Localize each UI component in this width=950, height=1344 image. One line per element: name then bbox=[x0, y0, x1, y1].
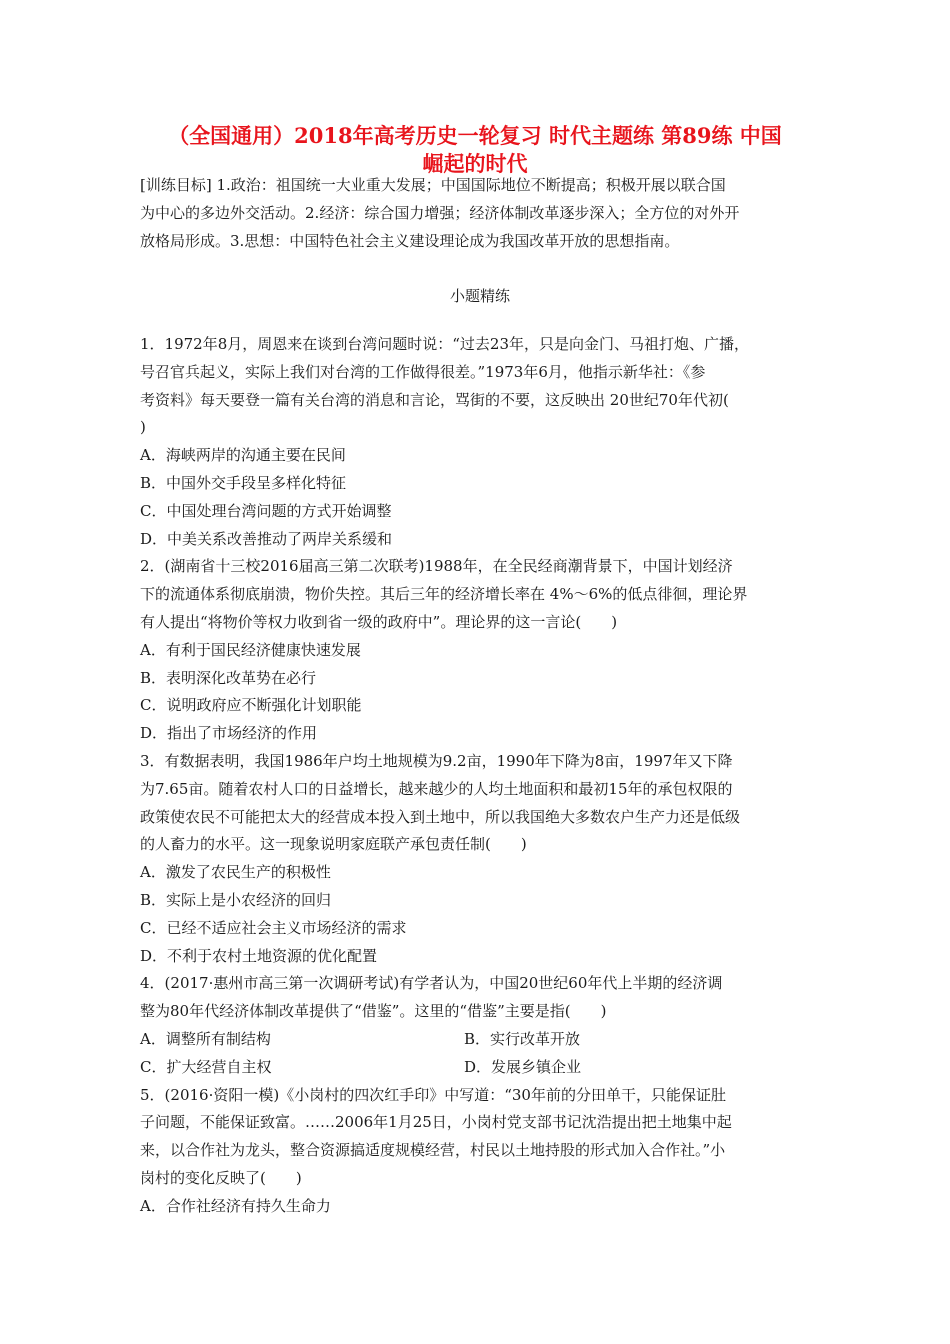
question-stem-line: 来，以合作社为龙头，整合资源搞适度规模经营，村民以土地持股的形式加入合作社。”小 bbox=[140, 1141, 726, 1160]
option-c: C．说明政府应不断强化计划职能 bbox=[140, 696, 362, 715]
option-c: C．扩大经营自主权 bbox=[140, 1057, 272, 1076]
option-d: D．发展乡镇企业 bbox=[464, 1057, 582, 1076]
question-stem-line: 的人畜力的水平。这一现象说明家庭联产承包责任制( ) bbox=[140, 835, 527, 854]
option-a: A．有利于国民经济健康快速发展 bbox=[140, 640, 361, 659]
option-b: B．表明深化改革势在必行 bbox=[140, 668, 317, 687]
option-b: B．中国外交手段呈多样化特征 bbox=[140, 473, 347, 492]
option-row bbox=[140, 1054, 820, 1082]
question-stem-line: 考资料》每天要登一篇有关台湾的消息和言论，骂街的不要，这反映出 20世纪70年代初( bbox=[140, 390, 729, 409]
question-stem-line: 5．(2016·资阳一模)《小岗村的四次红手印》中写道：“30年前的分田单干，只能保证肚 bbox=[140, 1085, 726, 1104]
option-b: B．实行改革开放 bbox=[464, 1029, 581, 1048]
option-a: A．海峡两岸的沟通主要在民间 bbox=[140, 446, 346, 465]
title-line-1: （全国通用）2018年高考历史一轮复习 时代主题练 第89练 中国 bbox=[168, 123, 782, 148]
option-a: A．合作社经济有持久生命力 bbox=[140, 1196, 331, 1215]
goal-line: 为中心的多边外交活动。2.经济：综合国力增强；经济体制改革逐步深入；全方位的对外开 bbox=[140, 203, 740, 222]
question-stem-line: 2．(湖南省十三校2016届高三第二次联考)1988年，在全民经商潮背景下，中国计划经济 bbox=[140, 557, 733, 576]
document-title bbox=[100, 122, 850, 178]
question-list bbox=[140, 331, 820, 1221]
option-b: B．实际上是小农经济的回归 bbox=[140, 890, 332, 909]
question-stem-line: 1．1972年8月，周恩来在谈到台湾问题时说：“过去23年，只是向金门、马祖打炮、广播， bbox=[140, 335, 750, 353]
question-stem-line: 4．(2017·惠州市高三第一次调研考试)有学者认为，中国20世纪60年代上半期的经济调 bbox=[140, 974, 723, 993]
question-stem-line: 为7.65亩。随着农村人口的日益增长，越来越少的人均土地面积和最初15年的承包权限的 bbox=[140, 779, 733, 798]
question-4 bbox=[140, 970, 820, 1081]
question-stem-line: 有人提出“将物价等权力收到省一级的政府中”。理论界的这一言论( ) bbox=[140, 612, 618, 631]
option-d: D．不利于农村土地资源的优化配置 bbox=[140, 946, 378, 965]
option-c: C．中国处理台湾问题的方式开始调整 bbox=[140, 501, 392, 520]
option-row bbox=[140, 1026, 820, 1054]
question-stem-line: 下的流通体系彻底崩溃，物价失控。其后三年的经济增长率在 4%～6%的低点徘徊，理论界 bbox=[140, 585, 748, 604]
option-d: D．中美关系改善推动了两岸关系缓和 bbox=[140, 529, 393, 548]
question-stem-line: ) bbox=[140, 418, 146, 437]
option-d: D．指出了市场经济的作用 bbox=[140, 724, 318, 743]
question-stem-line: 3．有数据表明，我国1986年户均土地规模为9.2亩，1990年下降为8亩，1997年又下降 bbox=[140, 751, 733, 770]
question-3 bbox=[140, 748, 820, 970]
question-1 bbox=[140, 331, 820, 553]
question-5 bbox=[140, 1082, 820, 1221]
option-a: A．激发了农民生产的积极性 bbox=[140, 863, 331, 882]
question-stem-line: 岗村的变化反映了( ) bbox=[140, 1168, 302, 1187]
section-title: 小题精练 bbox=[449, 287, 510, 305]
question-stem-line: 号召官兵起义，实际上我们对台湾的工作做得很差。”1973年6月，他指示新华社：《参 bbox=[140, 362, 706, 381]
goal-line: 放格局形成。3.思想：中国特色社会主义建设理论成为我国改革开放的思想指南。 bbox=[140, 231, 680, 250]
option-a: A．调整所有制结构 bbox=[140, 1029, 271, 1048]
question-stem-line: 政策使农民不可能把太大的经营成本投入到土地中，所以我国绝大多数农户生产力还是低级 bbox=[140, 807, 741, 826]
title-line-2: 崛起的时代 bbox=[422, 151, 528, 176]
training-goal bbox=[140, 172, 820, 255]
option-c: C．已经不适应社会主义市场经济的需求 bbox=[140, 918, 407, 937]
goal-line: [训练目标] 1.政治：祖国统一大业重大发展；中国国际地位不断提高；积极开展以联合国 bbox=[140, 176, 726, 194]
question-stem-line: 整为80年代经济体制改革提供了“借鉴”。这里的“借鉴”主要是指( ) bbox=[140, 1002, 607, 1021]
question-stem-line: 子问题，不能保证致富。……2006年1月25日，小岗村党支部书记沈浩提出把土地集中起 bbox=[140, 1113, 732, 1132]
question-2 bbox=[140, 553, 820, 748]
